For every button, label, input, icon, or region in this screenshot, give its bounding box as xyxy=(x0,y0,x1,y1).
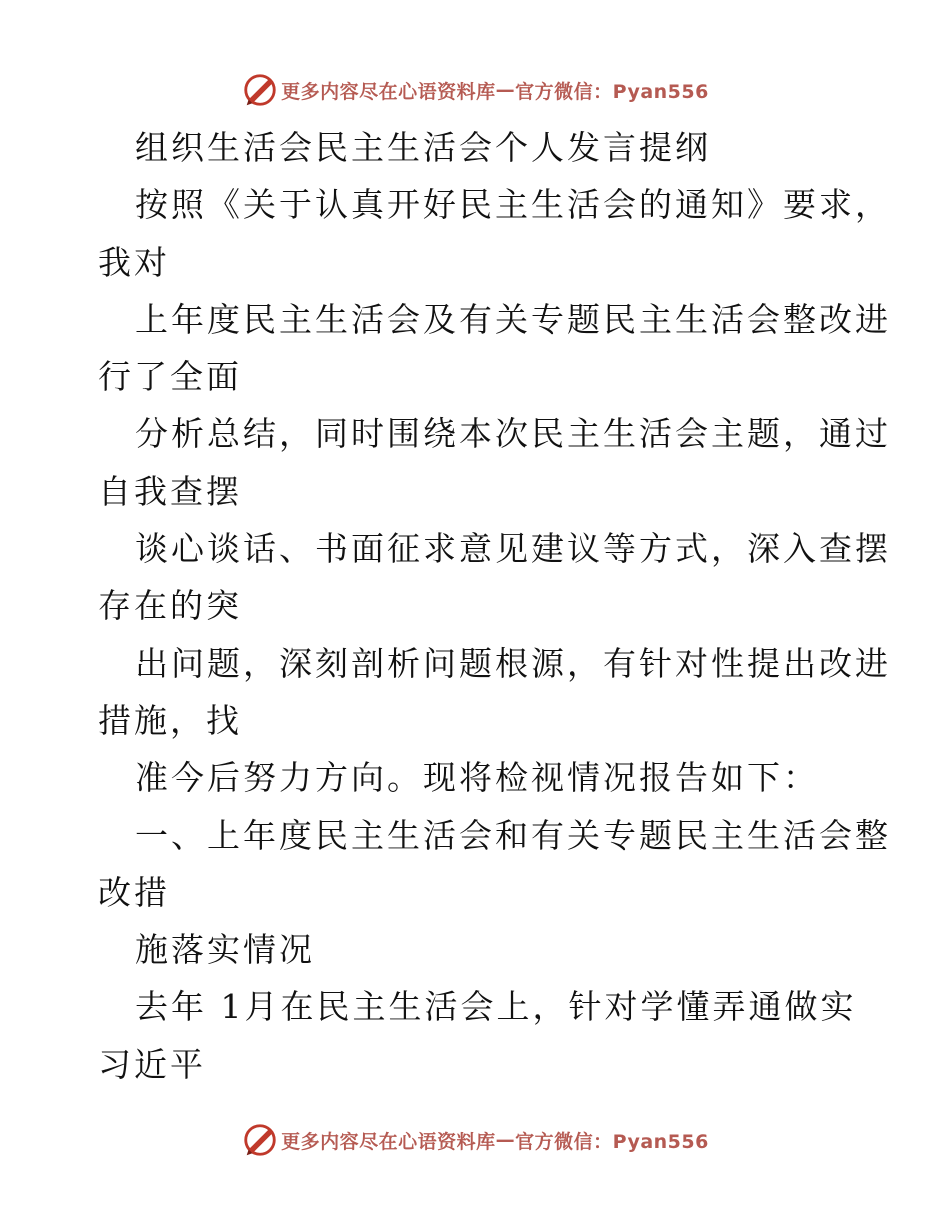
text-line: 出问题，深刻剖析问题根源，有针对性提出改进 xyxy=(135,643,891,683)
text-line: 准今后努力方向。现将检视情况报告如下： xyxy=(135,758,819,798)
watermark-contact: 官方微信：Pyan556 xyxy=(515,80,709,103)
text-line: 措施，找 xyxy=(98,700,242,740)
watermark-header xyxy=(0,70,950,110)
text-line: 谈心谈话、书面征求意见建议等方式，深入查摆 xyxy=(135,529,891,569)
watermark-dash: — xyxy=(495,1129,516,1151)
watermark-dash: — xyxy=(495,79,516,101)
watermark-brand: 更多内容尽在心语资料库 xyxy=(281,80,496,103)
watermark-contact: 官方微信：Pyan556 xyxy=(515,1130,709,1153)
text-line: 分析总结，同时围绕本次民主生活会主题，通过 xyxy=(135,414,891,454)
text-line: 一、上年度民主生活会和有关专题民主生活会整 xyxy=(135,815,891,855)
pen-logo-icon xyxy=(241,1121,279,1159)
text-line: 自我查摆 xyxy=(98,471,242,511)
text-line: 去年 1月在民主生活会上，针对学懂弄通做实 xyxy=(135,987,857,1027)
text-line: 我对 xyxy=(98,242,170,282)
document-title: 组织生活会民主生活会个人发言提纲 xyxy=(135,128,711,167)
document-body xyxy=(0,119,950,1093)
text-line: 施落实情况 xyxy=(135,930,315,970)
watermark-footer xyxy=(0,1120,950,1160)
text-line: 改措 xyxy=(98,872,170,912)
text-line: 按照《关于认真开好民主生活会的通知》要求， xyxy=(135,185,891,225)
text-line: 上年度民主生活会及有关专题民主生活会整改进 xyxy=(135,299,891,339)
text-line: 习近平 xyxy=(98,1044,206,1084)
text-line: 行了全面 xyxy=(98,357,242,397)
pen-logo-icon xyxy=(241,71,279,109)
text-line: 存在的突 xyxy=(98,586,242,626)
watermark-brand: 更多内容尽在心语资料库 xyxy=(281,1130,496,1153)
